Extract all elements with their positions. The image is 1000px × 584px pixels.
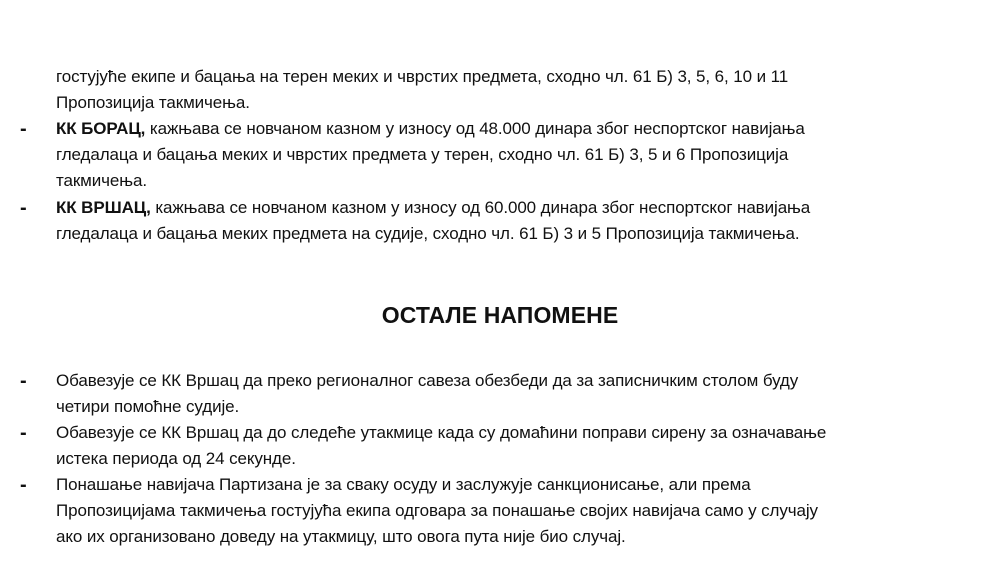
list-bullet: - — [20, 370, 27, 392]
penalty-borac-line-1 — [56, 116, 805, 142]
penalty-text: кажњава се новчаном казном у износу од 48.000 динара због неспортског навијања — [145, 119, 805, 138]
note-3-line-3: ако их организовано доведу на утакмицу, што овога пута није био случај. — [56, 527, 626, 546]
list-bullet: - — [20, 422, 27, 444]
penalty-text: кажњава се новчаном казном у износу од 60.000 динара због неспортског навијања — [150, 198, 811, 217]
continuation-line-2: Пропозиција такмичења. — [56, 93, 250, 112]
list-bullet: - — [20, 118, 27, 140]
club-name-borac: КК БОРАЦ, — [56, 119, 146, 138]
penalty-vrsac-line-2: гледалаца и бацања меких предмета на судије, сходно чл. 61 Б) 3 и 5 Пропозиција такмичења. — [56, 224, 800, 243]
note-2-line-1: Обавезује се КК Вршац да до следеће утакмице када су домаћини поправи сирену за означавање — [56, 423, 827, 442]
list-bullet: - — [20, 474, 27, 496]
penalty-borac-line-2: гледалаца и бацања меких и чврстих предмета у терен, сходно чл. 61 Б) 3, 5 и 6 Пропозиција — [56, 145, 789, 164]
note-3-line-1: Понашање навијача Партизана је за сваку осуду и заслужује санкционисање, али према — [56, 475, 751, 494]
note-1-line-2: четири помоћне судије. — [56, 397, 240, 416]
section-heading: ОСТАЛЕ НАПОМЕНЕ — [381, 302, 619, 328]
note-1-line-1: Обавезује се КК Вршац да преко регионалног савеза обезбеди да за записничким столом буду — [56, 371, 799, 390]
club-name-vrsac: КК ВРШАЦ, — [56, 198, 151, 217]
note-2-line-2: истека периода од 24 секунде. — [56, 449, 296, 468]
continuation-line-1: гостујуће екипе и бацања на терен меких и чврстих предмета, сходно чл. 61 Б) 3, 5, 6, 10 и 11 — [56, 67, 789, 86]
list-bullet: - — [20, 197, 27, 219]
note-3-line-2: Пропозицијама такмичења гостујућа екипа одговара за понашање својих навијача само у случају — [56, 501, 818, 520]
penalty-borac-line-3: такмичења. — [56, 171, 147, 190]
penalty-vrsac-line-1 — [56, 195, 810, 221]
